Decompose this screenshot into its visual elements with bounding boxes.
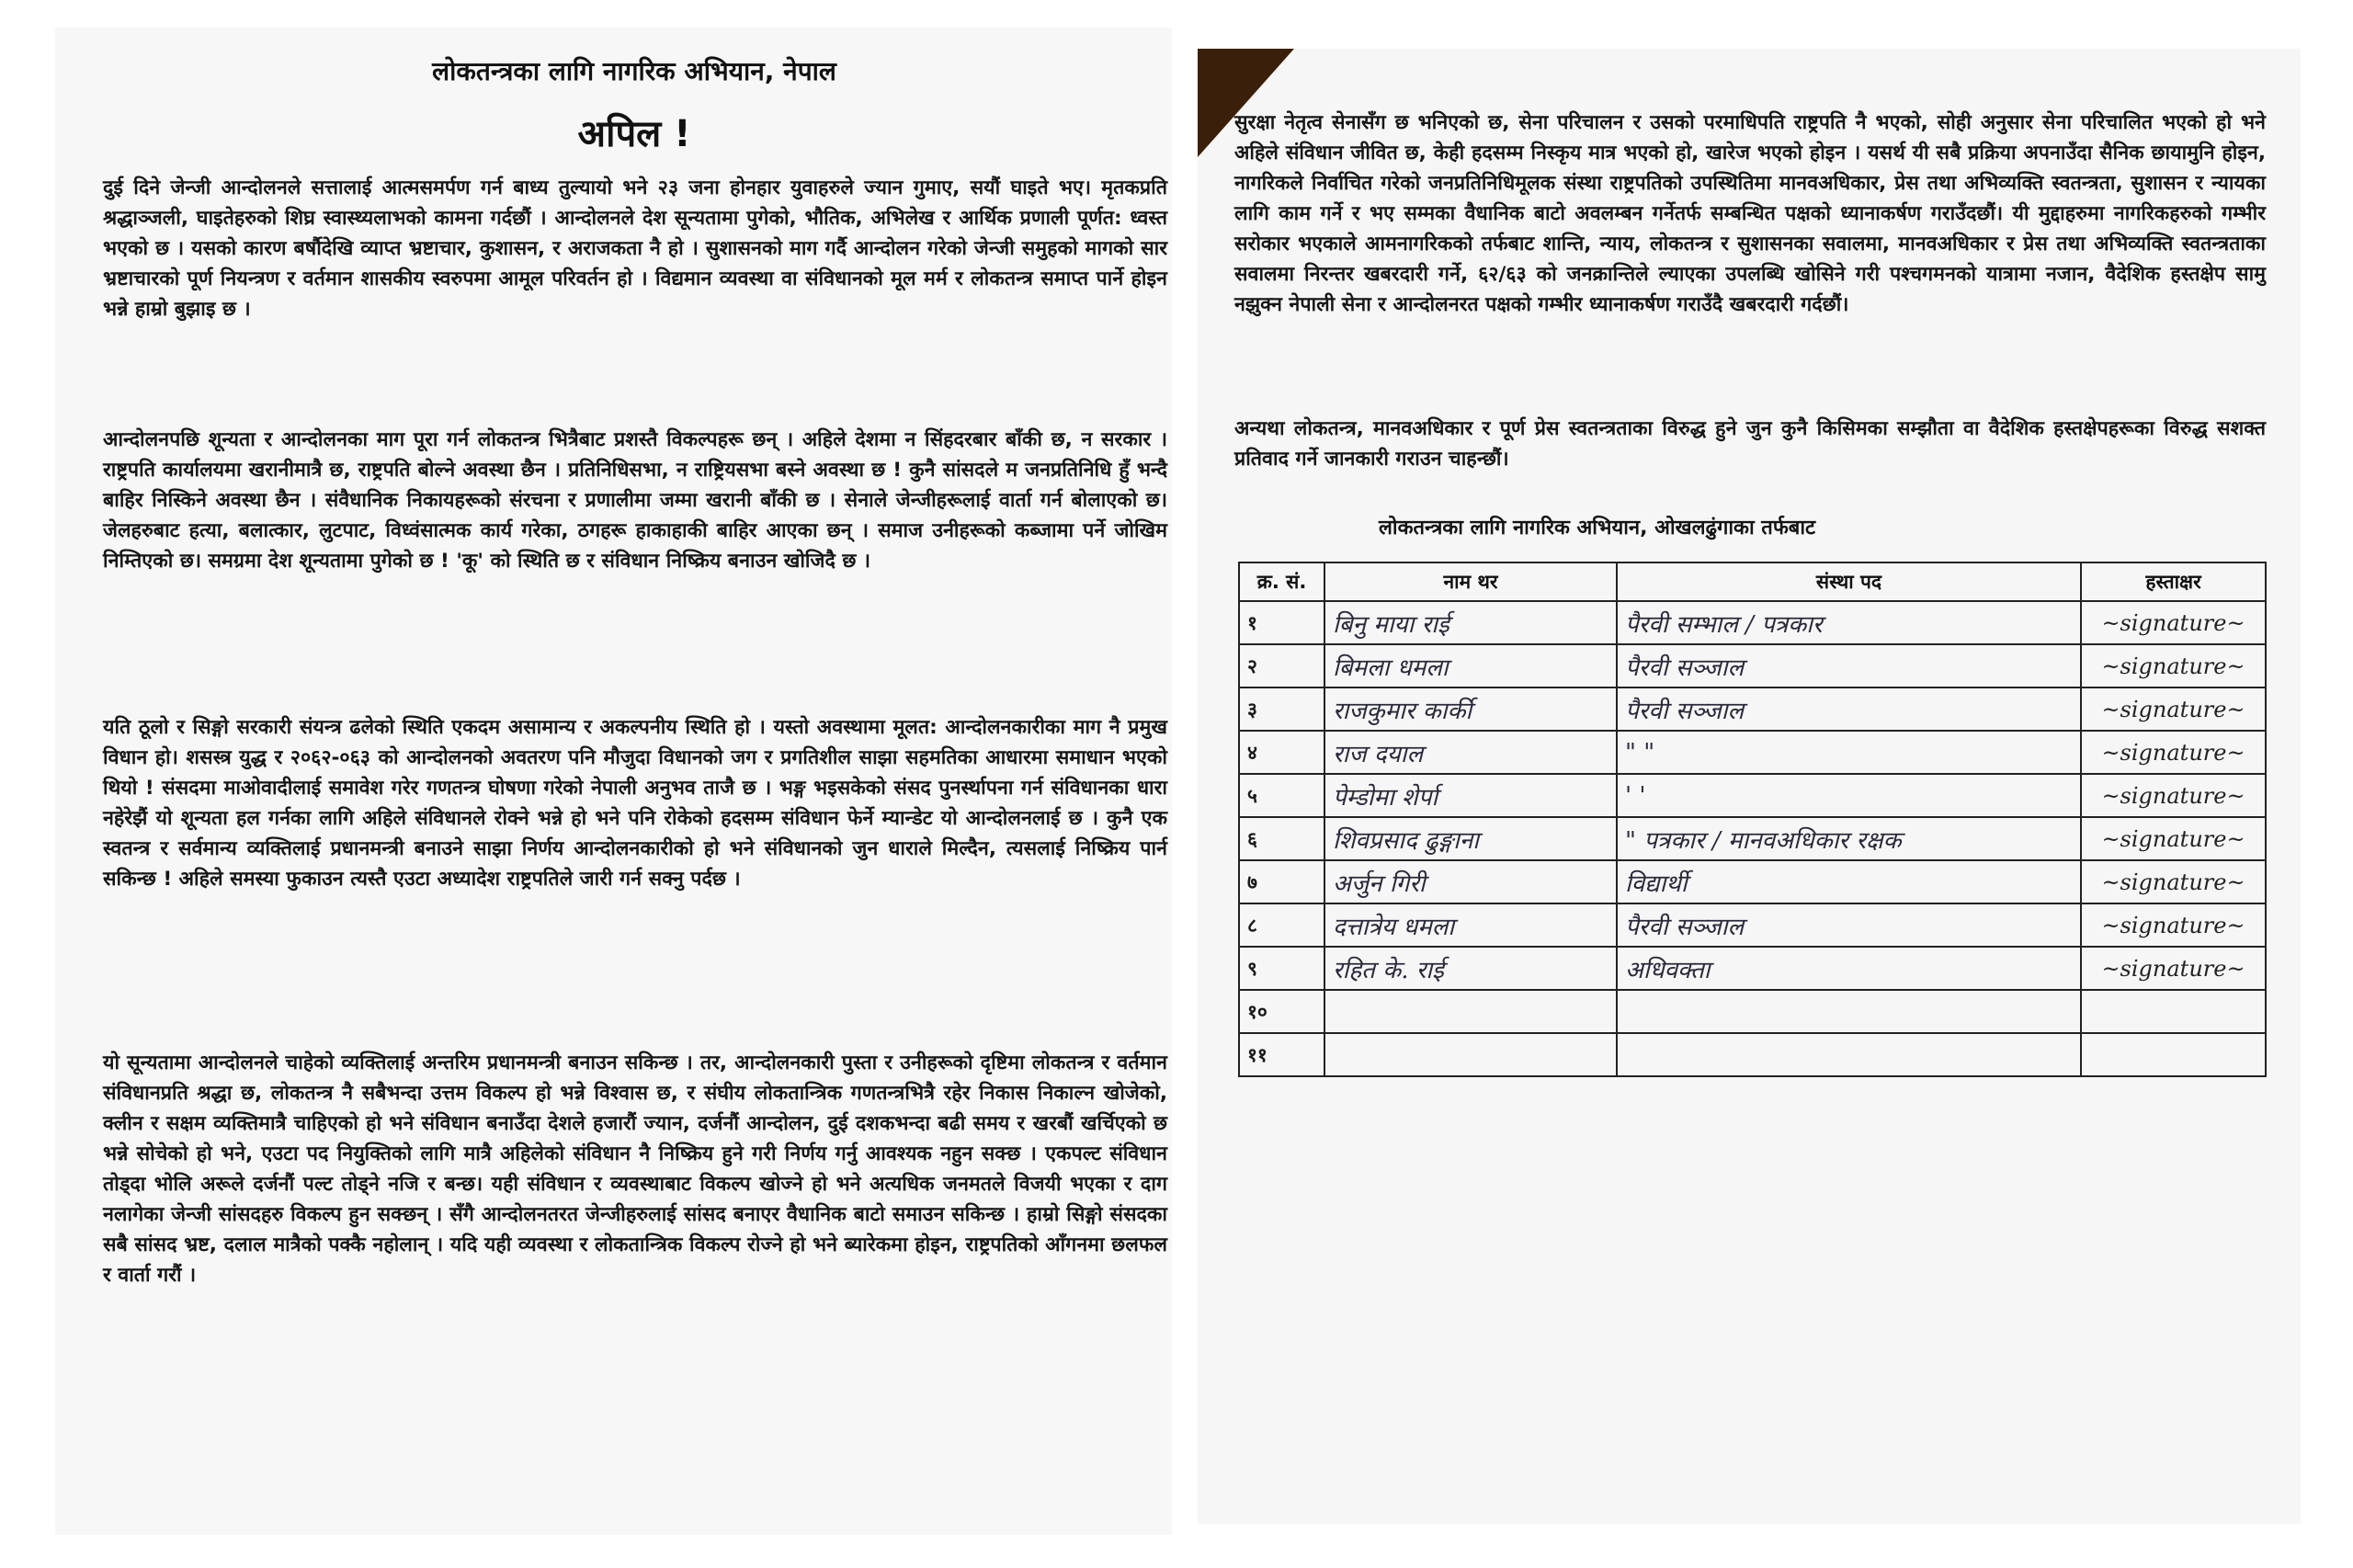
- signature-cell: [2081, 990, 2266, 1033]
- organization-cell: पैरवी सञ्जाल: [1617, 687, 2081, 731]
- signature-cell: ~signature~: [2081, 817, 2266, 860]
- name-cell: राजकुमार कार्की: [1324, 687, 1617, 731]
- signature-cell: [2081, 1033, 2266, 1076]
- organization-cell: " पत्रकार / मानवअधिकार रक्षक: [1617, 817, 2081, 860]
- name-cell: [1324, 990, 1617, 1033]
- serial-number: २: [1239, 644, 1324, 687]
- organization-cell: " ": [1617, 731, 2081, 774]
- organization-cell: पैरवी सञ्जाल: [1617, 903, 2081, 947]
- signature-table: [1238, 562, 2267, 1077]
- signature-cell: ~signature~: [2081, 687, 2266, 731]
- right-paragraph-1: सुरक्षा नेतृत्व सेनासँग छ भनिएको छ, सेना परिचालन र उसको परमाधिपति राष्ट्रपति नै भएको, सोही अनुसार सेना परिचालित भएको हो भने अहिले संविधान जीवित छ, केही हदसम्म निस्कृय मात्र भएको हो, खारेज भएको होइन । यसर्थ यी सबै प्रक्रिया अपनाउँदा सैनिक छायामुनि होइन, नागरिकले निर्वाचित गरेको जनप्रतिनिधिमूलक संस्था राष्ट्रपतिको उपस्थितिमा मानवअधिकार, प्रेस तथा अभिव्यक्ति स्वतन्त्रता, सुशासन र न्यायका लागि काम गर्ने र भए सम्मका वैधानिक बाटो अवलम्बन गर्नेतर्फ सम्बन्धित पक्षको ध्यानाकर्षण गराउँदछौं। यी मुद्दाहरुमा नागरिकहरुको गम्भीर सरोकार भएकाले आमनागरिकको तर्फबाट शान्ति, न्याय, लोकतन्त्र र सुशासनका सवालमा, मानवअधिकार र प्रेस तथा अभिव्यक्ति स्वतन्त्रताका सवालमा निरन्तर खबरदारी गर्ने, ६२/६३ को जनक्रान्तिले ल्याएका उपलब्धि खोसिने गरी पश्चगमनको यात्रामा नजान, वैदेशिक हस्तक्षेप सामु नझुक्न नेपाली सेना र आन्दोलनरत पक्षको गम्भीर ध्यानाकर्षण गराउँदै खबरदारी गर्दछौं।: [1234, 111, 2266, 316]
- table-row: [1239, 731, 2266, 774]
- serial-number: ८: [1239, 903, 1324, 947]
- name-cell: बिमला धमला: [1324, 644, 1617, 687]
- signature-cell: ~signature~: [2081, 947, 2266, 990]
- header-serial: क्र. सं.: [1239, 562, 1324, 601]
- name-cell: रहित के. राई: [1324, 947, 1617, 990]
- table-row: [1239, 990, 2266, 1033]
- organization-cell: पैरवी सञ्जाल: [1617, 644, 2081, 687]
- signature-cell: ~signature~: [2081, 774, 2266, 817]
- signature-cell: ~signature~: [2081, 860, 2266, 903]
- name-cell: पेम्डोमा शेर्पा: [1324, 774, 1617, 817]
- serial-number: ५: [1239, 774, 1324, 817]
- serial-number: ७: [1239, 860, 1324, 903]
- name-cell: बिनु माया राई: [1324, 601, 1617, 644]
- name-cell: शिवप्रसाद ढुङ्गाना: [1324, 817, 1617, 860]
- table-row: [1239, 687, 2266, 731]
- left-paragraph-3: यति ठूलो र सिङ्गो सरकारी संयन्त्र ढलेको स्थिति एकदम असामान्य र अकल्पनीय स्थिति हो । यस्तो अवस्थामा मूलत: आन्दोलनकारीका माग नै प्रमुख विधान हो। शसस्त्र युद्ध र २०६२-०६३ को आन्दोलनको अवतरण पनि मौजुदा विधानको जग र प्रगतिशील साझा सहमतिका आधारमा समाधान भएको थियो ! संसदमा माओवादीलाई समावेश गरेर गणतन्त्र घोषणा गरेको नेपाली अनुभव ताजै छ । भङ्ग भइसकेको संसद पुनर्स्थापना गर्न संविधानका धारा नहेरेझैं यो शून्यता हल गर्नका लागि अहिले संविधानले रोक्ने भन्ने हो भने पनि रोकेको हदसम्म संविधान फेर्ने म्यान्डेट यो आन्दोलनलाई छ । कुनै एक स्वतन्त्र र सर्वमान्य व्यक्तिलाई प्रधानमन्त्री बनाउने साझा निर्णय आन्दोलनकारीको हो भने संविधानको जुन धाराले मिल्दैन, त्यसलाई निष्क्रिय पार्न सकिन्छ ! अहिले समस्या फुकाउन त्यस्तै एउटा अध्यादेश राष्ट्रपतिले जारी गर्न सक्नु पर्दछ ।: [103, 716, 1167, 891]
- organization-title: लोकतन्त्रका लागि नागरिक अभियान, नेपाल: [432, 56, 836, 86]
- organization-cell: विद्यार्थी: [1617, 860, 2081, 903]
- signature-cell: ~signature~: [2081, 903, 2266, 947]
- table-row: [1239, 644, 2266, 687]
- table-row: [1239, 947, 2266, 990]
- table-row: [1239, 860, 2266, 903]
- table-row: [1239, 903, 2266, 947]
- organization-cell: अधिवक्ता: [1617, 947, 2081, 990]
- signature-cell: ~signature~: [2081, 731, 2266, 774]
- name-cell: राज दयाल: [1324, 731, 1617, 774]
- right-paragraph-2: अन्यथा लोकतन्त्र, मानवअधिकार र पूर्ण प्रेस स्वतन्त्रताका विरुद्ध हुने जुन कुनै किसिमका सम्झौता वा वैदेशिक हस्तक्षेपहरूका विरुद्ध सशक्त प्रतिवाद गर्ने जानकारी गराउन चाहन्छौं।: [1234, 417, 2266, 471]
- name-cell: अर्जुन गिरी: [1324, 860, 1617, 903]
- signature-cell: ~signature~: [2081, 601, 2266, 644]
- left-paragraph-1: दुई दिने जेन्जी आन्दोलनले सत्तालाई आत्मसमर्पण गर्न बाध्य तुल्यायो भने २३ जना होनहार युवाहरुले ज्यान गुमाए, सयौं घाइते भए। मृतकप्रति श्रद्धाञ्जली, घाइतेहरुको शिघ्र स्वास्थ्यलाभको कामना गर्दछौं । आन्दोलनले देश सून्यतामा पुगेको, भौतिक, अभिलेख र आर्थिक प्रणाली पूर्णत: ध्वस्त भएको छ । यसको कारण बर्षौदेखि व्याप्त भ्रष्टाचार, कुशासन, र अराजकता नै हो । सुशासनको माग गर्दै आन्दोलन गरेको जेन्जी समुहको मागको सार भ्रष्टाचारको पूर्ण नियन्त्रण र वर्तमान शासकीय स्वरुपमा आमूल परिवर्तन हो । विद्यमान व्यवस्था वा संविधानको मूल मर्म र लोकतन्त्र समाप्त पार्ने होइन भन्ने हाम्रो बुझाइ छ ।: [103, 176, 1167, 321]
- header-signature: हस्ताक्षर: [2081, 562, 2266, 601]
- organization-cell: [1617, 990, 2081, 1033]
- header-name: नाम थर: [1324, 562, 1617, 601]
- table-row: [1239, 1033, 2266, 1076]
- table-row: [1239, 817, 2266, 860]
- name-cell: दत्तात्रेय धमला: [1324, 903, 1617, 947]
- serial-number: ६: [1239, 817, 1324, 860]
- organization-cell: [1617, 1033, 2081, 1076]
- serial-number: ११: [1239, 1033, 1324, 1076]
- table-row: [1239, 774, 2266, 817]
- serial-number: ४: [1239, 731, 1324, 774]
- header-organization-position: संस्था पद: [1617, 562, 2081, 601]
- serial-number: ९: [1239, 947, 1324, 990]
- organization-cell: पैरवी सम्भाल / पत्रकार: [1617, 601, 2081, 644]
- serial-number: १०: [1239, 990, 1324, 1033]
- left-paragraph-2: आन्दोलनपछि शून्यता र आन्दोलनका माग पूरा गर्न लोकतन्त्र भित्रैबाट प्रशस्तै विकल्पहरू छन् । अहिले देशमा न सिंहदरबार बाँकी छ, न सरकार । राष्ट्रपति कार्यालयमा खरानीमात्रै छ, राष्ट्रपति बोल्ने अवस्था छैन । प्रतिनिधिसभा, न राष्ट्रियसभा बस्ने अवस्था छ ! कुनै सांसदले म जनप्रतिनिधि हुँ भन्दै बाहिर निस्किने अवस्था छैन । संवैधानिक निकायहरूको संरचना र प्रणालीमा जम्मा खरानी बाँकी छ । सेनाले जेन्जीहरूलाई वार्ता गर्न बोलाएको छ। जेलहरुबाट हत्या, बलात्कार, लुटपाट, विध्वंसात्मक कार्य गरेका, ठगहरू हाकाहाकी बाहिर आएका छन् । समाज उनीहरूको कब्जामा पर्ने जोखिम निम्तिएको छ। समग्रमा देश शून्यतामा पुगेको छ ! 'कू' को स्थिति छ र संविधान निष्क्रिय बनाउन खोजिदै छ ।: [103, 428, 1167, 573]
- serial-number: १: [1239, 601, 1324, 644]
- table-row: [1239, 601, 2266, 644]
- appeal-heading: अपिल !: [577, 113, 691, 155]
- table-header-row: [1239, 562, 2266, 601]
- signature-cell: ~signature~: [2081, 644, 2266, 687]
- signatory-heading: लोकतन्त्रका लागि नागरिक अभियान, ओखलढुंगाका तर्फबाट: [1379, 517, 1816, 540]
- organization-cell: ' ': [1617, 774, 2081, 817]
- name-cell: [1324, 1033, 1617, 1076]
- serial-number: ३: [1239, 687, 1324, 731]
- left-paragraph-4: यो सून्यतामा आन्दोलनले चाहेको व्यक्तिलाई अन्तरिम प्रधानमन्त्री बनाउन सकिन्छ । तर, आन्दोलनकारी पुस्ता र उनीहरूको दृष्टिमा लोकतन्त्र र वर्तमान संविधानप्रति श्रद्धा छ, लोकतन्त्र नै सबैभन्दा उत्तम विकल्प हो भन्ने विश्वास छ, र संघीय लोकतान्त्रिक गणतन्त्रभित्रै रहेर निकास निकाल्न खोजेको, क्लीन र सक्षम व्यक्तिमात्रै चाहिएको हो भने संविधान बनाउँदा देशले हजारौं ज्यान, दर्जनौं आन्दोलन, दुई दशकभन्दा बढी समय र खरबौं खर्चिएको छ भन्ने सोचेको हो भने, एउटा पद नियुक्तिको लागि मात्रै अहिलेको संविधान नै निष्क्रिय हुने गरी निर्णय गर्नु आवश्यक नहुन सक्छ । एकपल्ट संविधान तोड्दा भोलि अरूले दर्जनौं पल्ट तोड्ने नजि र बन्छ। यही संविधान र व्यवस्थाबाट विकल्प खोज्ने हो भने अत्यधिक जनमतले विजयी भएका र दाग नलागेका जेन्जी सांसदहरु विकल्प हुन सक्छन् । सँगै आन्दोलनतरत जेन्जीहरुलाई सांसद बनाएर वैधानिक बाटो समाउन सकिन्छ । हाम्रो सिङ्गो संसदका सबै सांसद भ्रष्ट, दलाल मात्रैको पक्कै नहोलान् । यदि यही व्यवस्था र लोकतान्त्रिक विकल्प रोज्ने हो भने ब्यारेकमा होइन, राष्ट्रपतिको आँगनमा छलफल र वार्ता गरौं ।: [103, 1051, 1167, 1287]
